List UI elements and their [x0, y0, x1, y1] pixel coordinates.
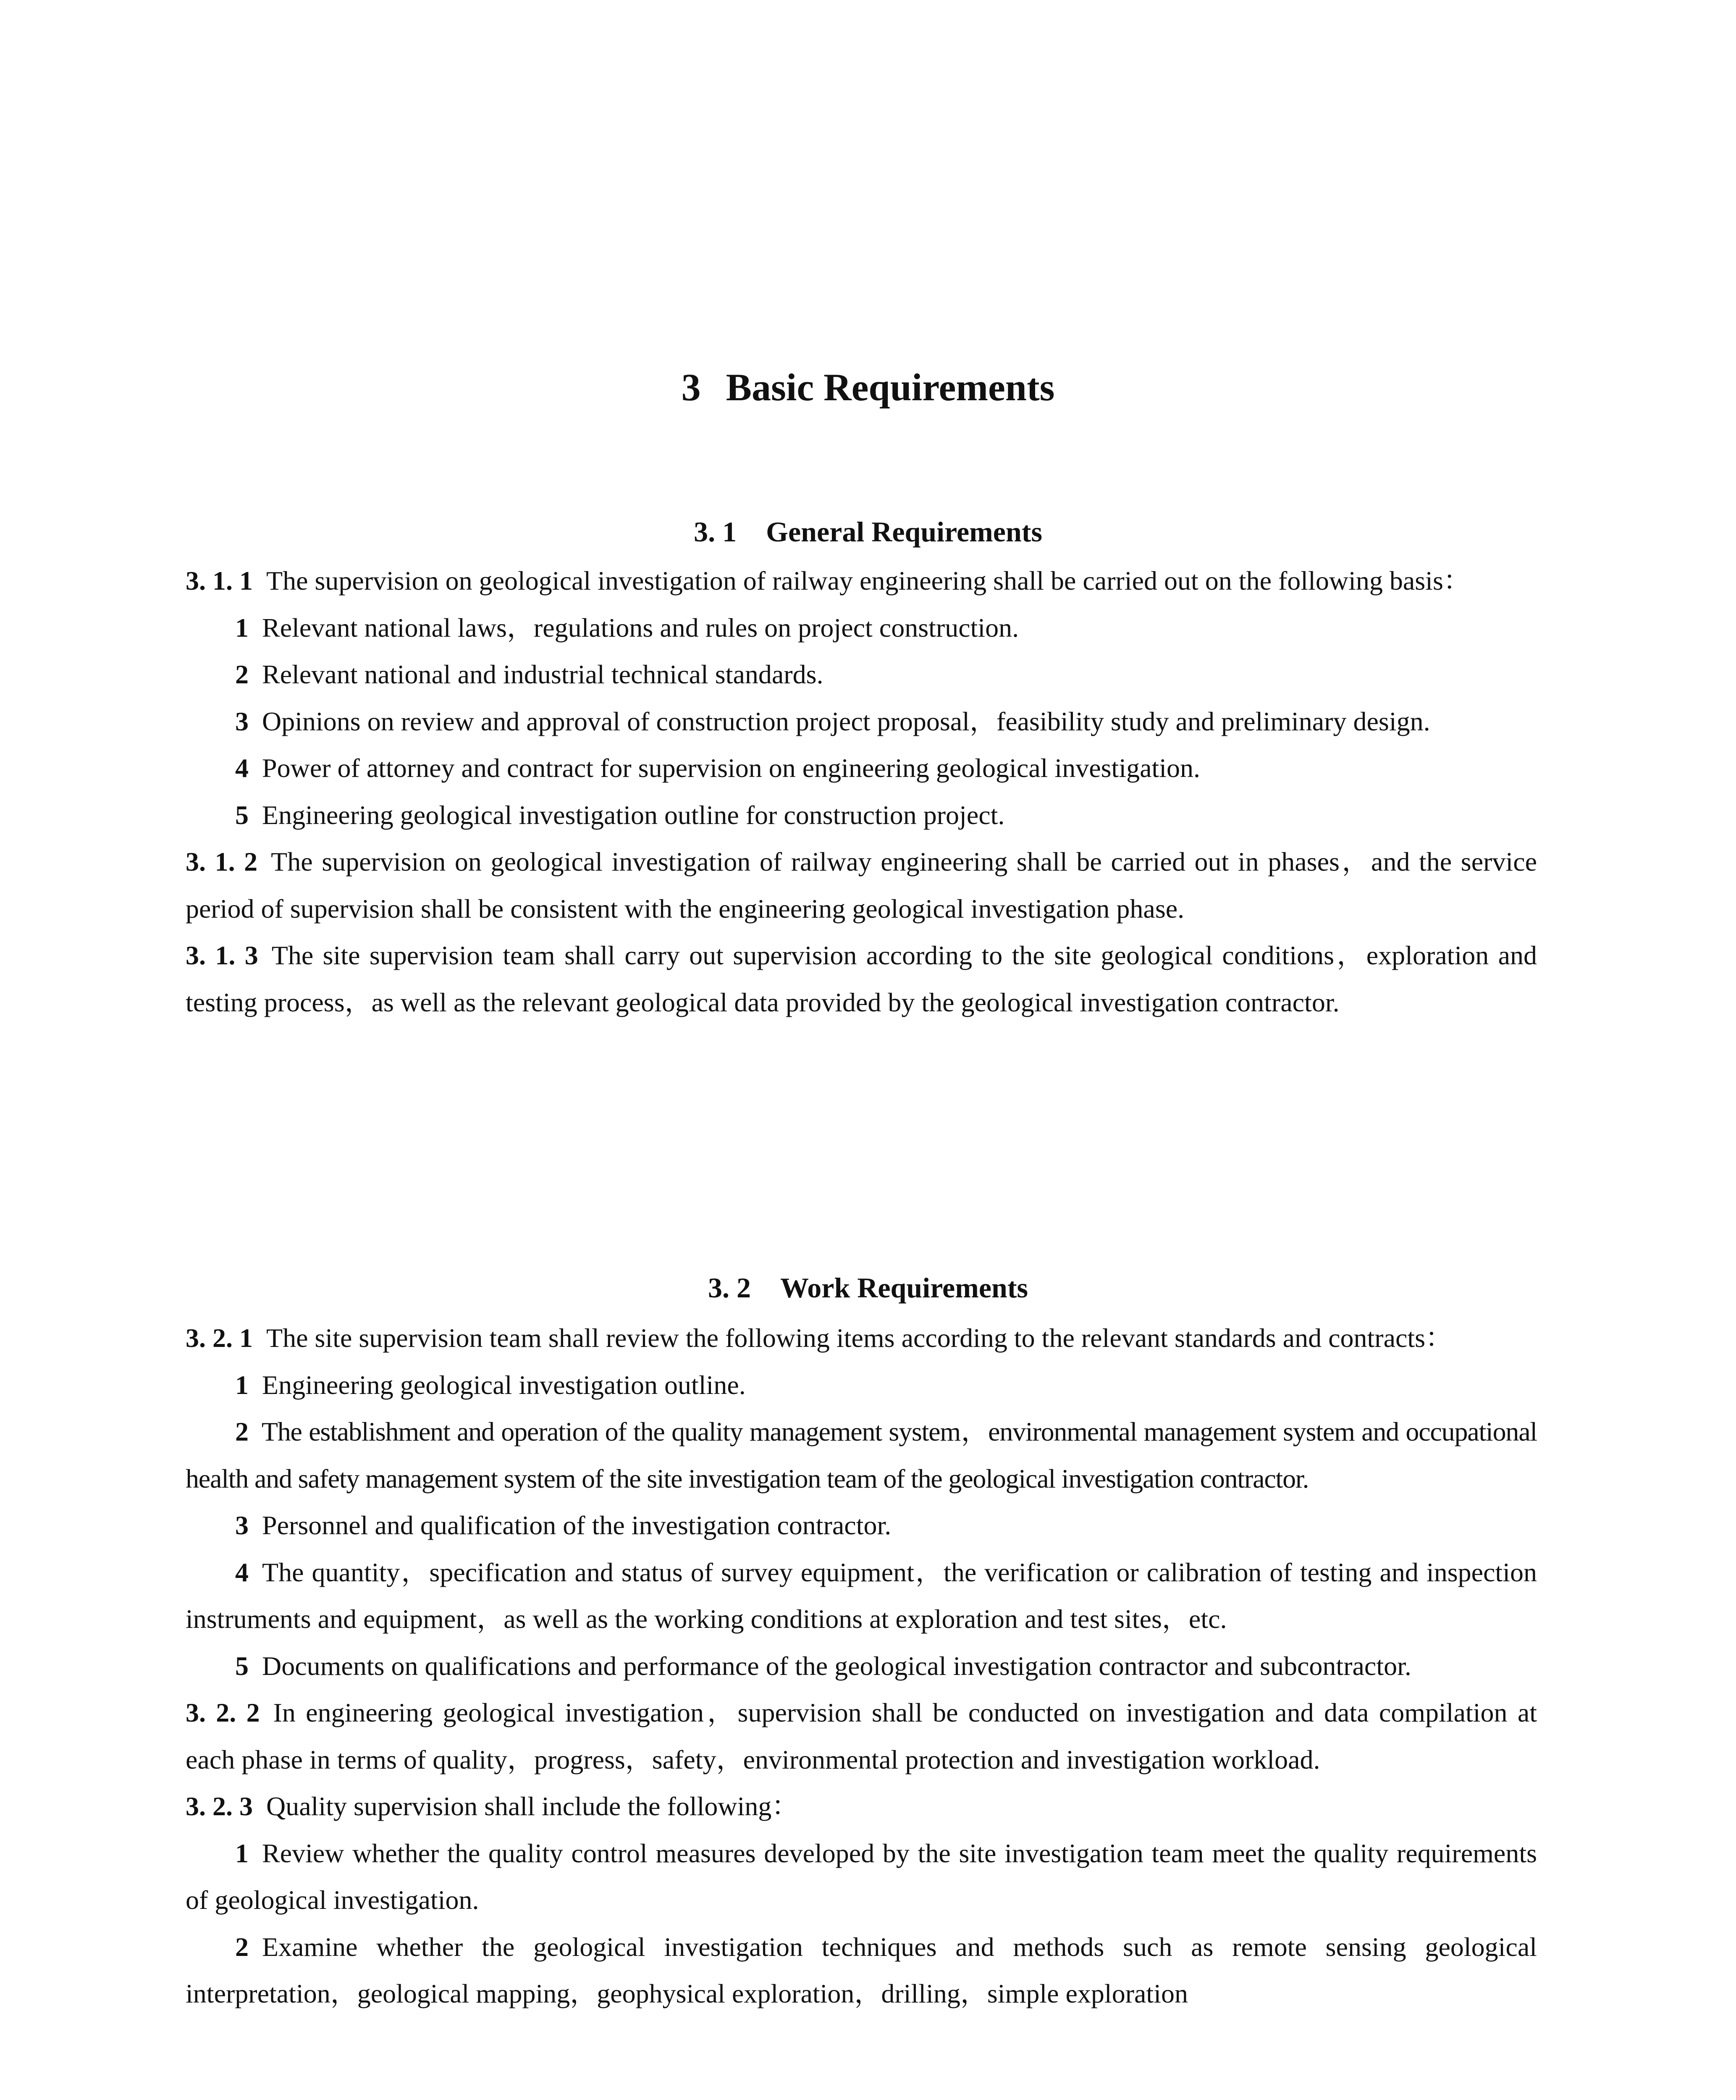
list-item: [186, 651, 1537, 698]
item-number: 2: [235, 1417, 248, 1446]
clause-3-2-3: [186, 1783, 1537, 1830]
section-number: 3. 1: [694, 516, 737, 548]
item-text: Examine whether the geological investigation techniques and methods such as remote sensing geological interpretation，geological mapping，geophysical exploration，drilling，simple exploration: [186, 1932, 1537, 2008]
list-item: [186, 1362, 1537, 1409]
section-title-3-2: [0, 1269, 1736, 1307]
clause-text: The site supervision team shall review the following items according to the relevant standards and contracts：: [266, 1323, 1453, 1353]
chapter-title: [0, 362, 1736, 412]
list-item: [186, 1549, 1537, 1643]
item-number: 1: [235, 1838, 249, 1868]
clause-text: In engineering geological investigation，supervision shall be conducted on investigation and data compilation at each phase in terms of quality，progress，safety，environmental protection and investigation workload.: [186, 1698, 1537, 1774]
item-number: 2: [235, 1932, 249, 1962]
item-text: Power of attorney and contract for supervision on engineering geological investigation.: [262, 753, 1201, 783]
list-item: [186, 792, 1537, 839]
clause-number: 3. 1. 1: [186, 566, 253, 596]
item-text: Documents on qualifications and performance of the geological investigation contractor and subcontractor.: [262, 1651, 1411, 1681]
item-text: The establishment and operation of the quality management system，environmental management system and occupational health and safety management system of the site investigation team of the geological investigation contractor.: [186, 1417, 1537, 1494]
clause-3-2-2: [186, 1689, 1537, 1783]
list-item: [186, 745, 1537, 792]
item-number: 4: [235, 1557, 249, 1587]
item-number: 3: [235, 1510, 249, 1540]
section-title-3-1: [0, 513, 1736, 551]
clause-3-1-2: [186, 838, 1537, 932]
clause-number: 3. 1. 2: [186, 847, 258, 877]
item-text: The quantity，specification and status of survey equipment，the verification or calibration of testing and inspection instruments and equipment，as well as the working conditions at exploration and test sites，etc.: [186, 1557, 1537, 1634]
clause-number: 3. 2. 3: [186, 1791, 253, 1821]
list-item: [186, 1408, 1537, 1502]
clause-text: The site supervision team shall carry out supervision according to the site geological conditions，exploration and testing process，as well as the relevant geological data provided by the geological investigation contractor.: [186, 940, 1537, 1017]
item-number: 1: [235, 1370, 249, 1400]
section-number: 3. 2: [708, 1272, 751, 1304]
list-item: [186, 1830, 1537, 1924]
section-title-text: Work Requirements: [780, 1272, 1028, 1304]
item-number: 5: [235, 800, 249, 830]
chapter-title-text: Basic Requirements: [726, 365, 1055, 409]
clause-text: The supervision on geological investigation of railway engineering shall be carried out in phases，and the service period of supervision shall be consistent with the engineering geological investigation phase.: [186, 847, 1537, 924]
item-text: Opinions on review and approval of construction project proposal，feasibility study and preliminary design.: [262, 706, 1430, 736]
clause-number: 3. 2. 1: [186, 1323, 253, 1353]
clause-3-2-1: [186, 1315, 1537, 1362]
item-number: 3: [235, 706, 249, 736]
list-item: [186, 698, 1537, 745]
item-text: Engineering geological investigation outline for construction project.: [262, 800, 1005, 830]
clause-text: Quality supervision shall include the following：: [266, 1791, 799, 1821]
item-text: Relevant national and industrial technical standards.: [262, 659, 823, 689]
item-number: 4: [235, 753, 249, 783]
list-item: [186, 1643, 1537, 1690]
item-number: 5: [235, 1651, 249, 1681]
clause-number: 3. 1. 3: [186, 940, 258, 970]
item-text: Personnel and qualification of the investigation contractor.: [262, 1510, 892, 1540]
item-number: 1: [235, 612, 249, 643]
clause-3-1-3: [186, 932, 1537, 1026]
list-item: [186, 604, 1537, 651]
item-number: 2: [235, 659, 249, 689]
item-text: Relevant national laws，regulations and rules on project construction.: [262, 612, 1019, 643]
clause-number: 3. 2. 2: [186, 1698, 260, 1727]
list-item: [186, 1924, 1537, 2017]
clause-text: The supervision on geological investigation of railway engineering shall be carried out on the following basis：: [266, 566, 1470, 596]
item-text: Review whether the quality control measures developed by the site investigation team meet the quality requirements of geological investigation.: [186, 1838, 1537, 1915]
section-3-1-body: [186, 557, 1537, 1026]
item-text: Engineering geological investigation outline.: [262, 1370, 746, 1400]
section-title-text: General Requirements: [766, 516, 1042, 548]
section-3-2-body: [186, 1315, 1537, 2017]
clause-3-1-1: [186, 557, 1537, 604]
chapter-number: 3: [681, 365, 701, 409]
list-item: [186, 1502, 1537, 1549]
